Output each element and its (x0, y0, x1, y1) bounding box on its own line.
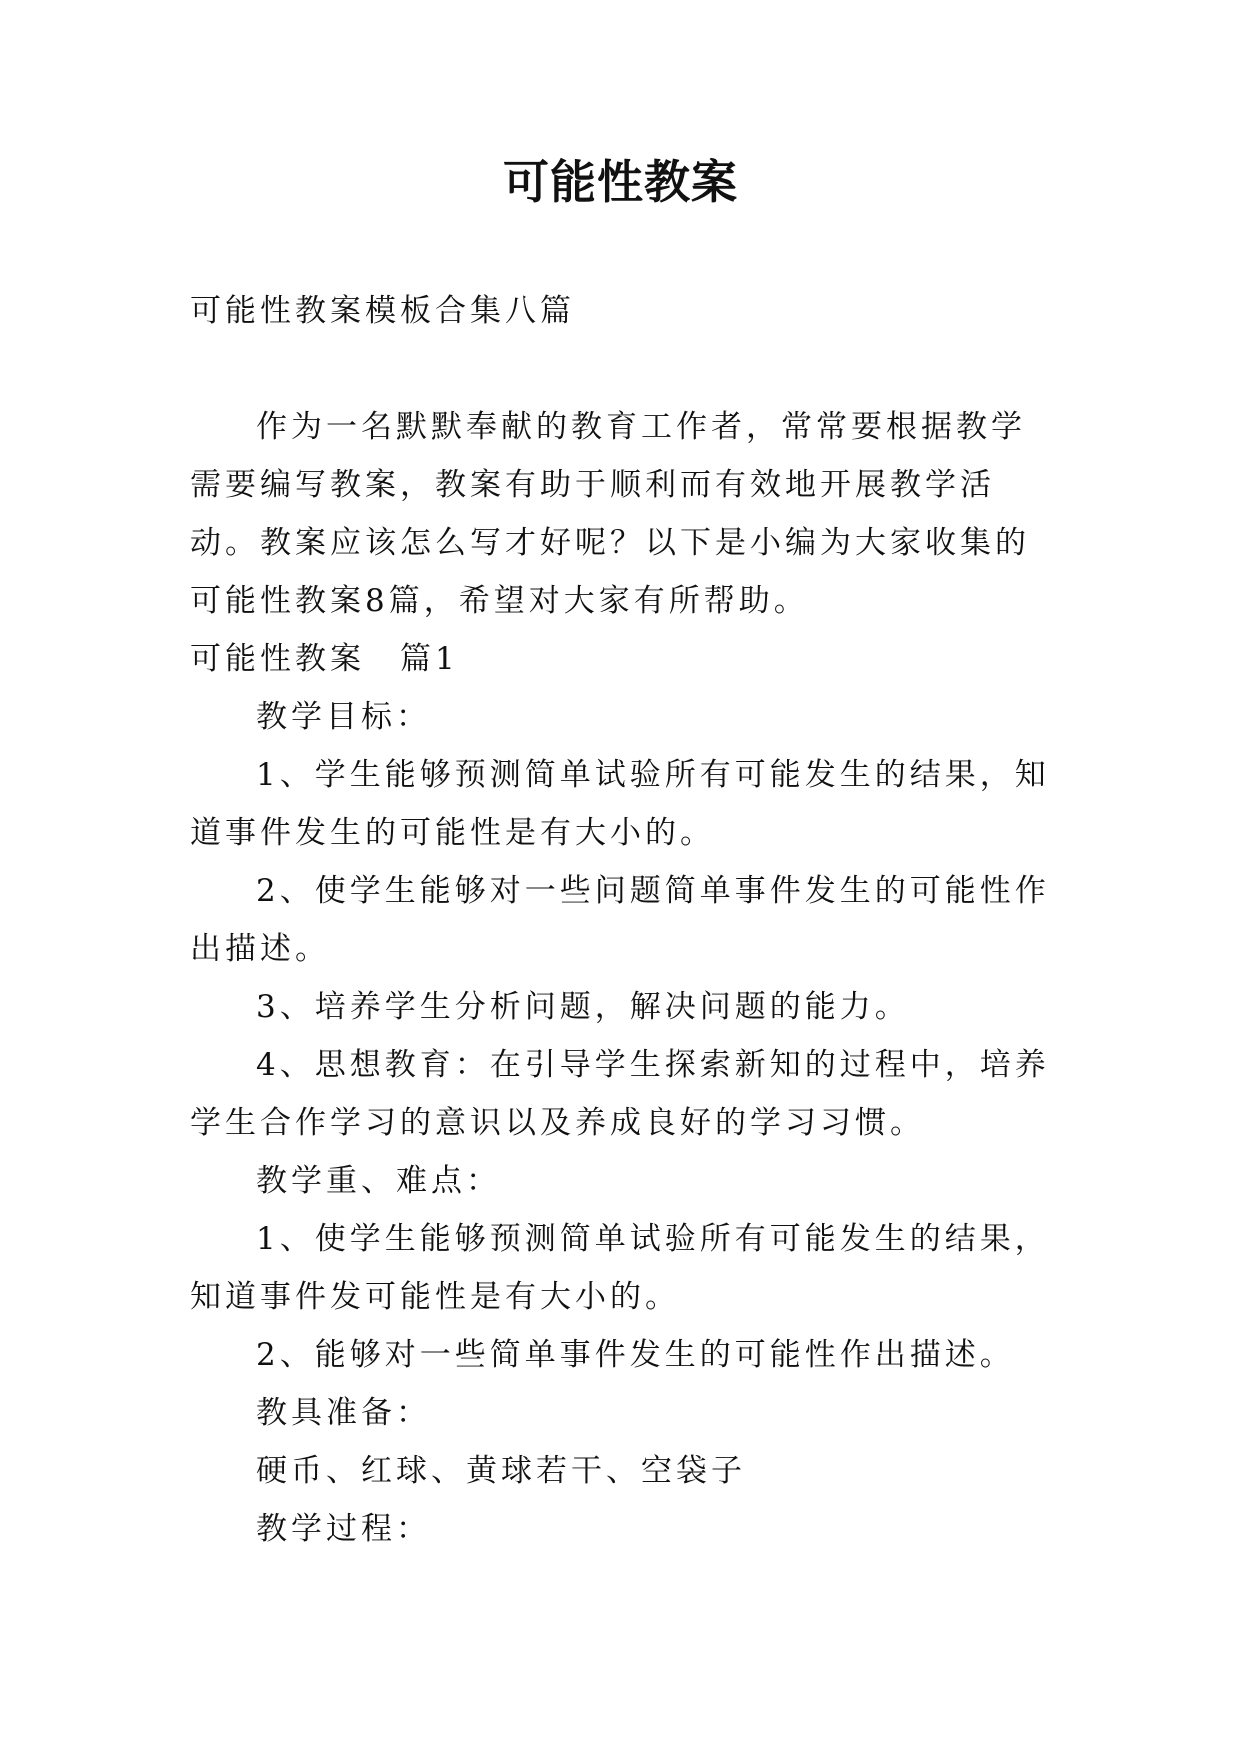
section-heading: 可能性教案 篇1 (190, 641, 459, 677)
paragraph-goal-3: 3、培养学生分析问题，解决问题的能力。 (256, 989, 910, 1025)
document-body (190, 282, 1056, 1558)
paragraph-goal-4: 4、思想教育：在引导学生探索新知的过程中，培养学生合作学习的意识以及养成良好的学习习惯。 (190, 1047, 1050, 1141)
paragraph-key-points-label: 教学重、难点： (256, 1163, 501, 1199)
paragraph-key-point-2: 2、能够对一些简单事件发生的可能性作出描述。 (256, 1337, 1015, 1373)
paragraph-materials-label: 教具准备： (256, 1395, 431, 1431)
paragraph-key-point-1: 1、使学生能够预测简单试验所有可能发生的结果，知道事件发可能性是有大小的。 (190, 1221, 1050, 1315)
paragraph-goal-1: 1、学生能够预测简单试验所有可能发生的结果，知道事件发生的可能性是有大小的。 (190, 757, 1050, 851)
intro-paragraph: 作为一名默默奉献的教育工作者，常常要根据教学需要编写教案，教案有助于顺利而有效地开展教学活动。教案应该怎么写才好呢？以下是小编为大家收集的可能性教案8篇，希望对大家有所帮助。 (190, 409, 1030, 619)
paragraph-process-label: 教学过程： (256, 1511, 431, 1547)
paragraph-materials: 硬币、红球、黄球若干、空袋子 (256, 1453, 746, 1489)
paragraph-teaching-goals-label: 教学目标： (256, 699, 431, 735)
paragraph-goal-2: 2、使学生能够对一些问题简单事件发生的可能性作出描述。 (190, 873, 1050, 967)
document-subtitle: 可能性教案模板合集八篇 (190, 293, 575, 329)
document-title: 可能性教案 (503, 155, 738, 209)
